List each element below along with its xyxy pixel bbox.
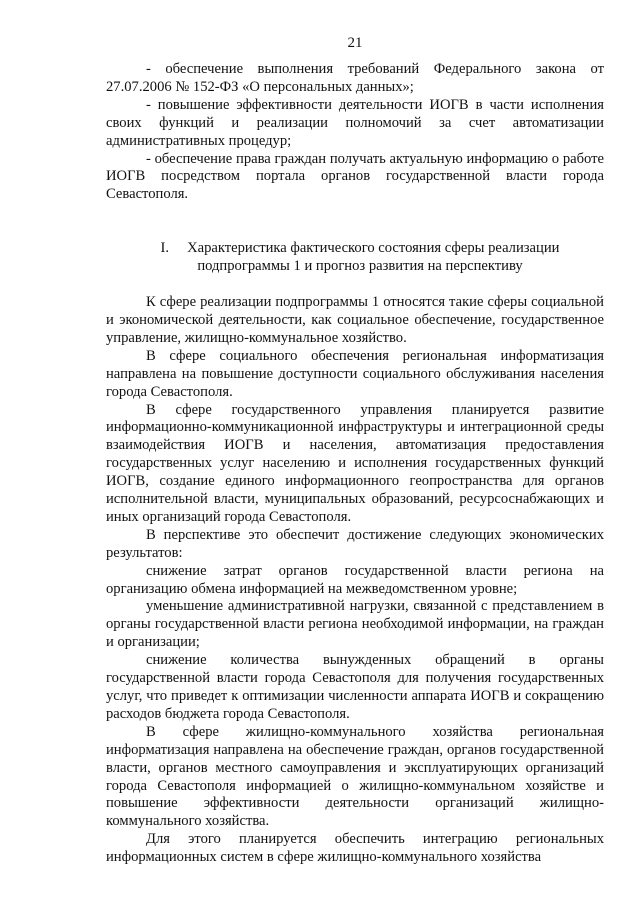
intro-paragraph-2: - повышение эффективности деятельности ИОГВ в части исполнения своих функций и реализации полномочий за счет автоматизации административных процедур;	[106, 96, 604, 149]
body-paragraph-5: В сфере жилищно-коммунального хозяйства региональная информатизация направлена на обеспечение граждан, органов государственной власти, органов местного самоуправления и эксплуатирующих организаций города Севастополя информацией о жилищно-коммунальном хозяйстве и повышение эффективности деятельности организаций жилищно-коммунального хозяйства.	[106, 723, 604, 830]
section-title-line-1: Характеристика фактического состояния сферы реализации	[187, 240, 560, 257]
result-item-1: снижение затрат органов государственной власти региона на организацию обмена информацией на межведомственном уровне;	[106, 562, 604, 597]
intro-paragraph-1: - обеспечение выполнения требований Федерального закона от 27.07.2006 № 152-ФЗ «О персональных данных»;	[106, 61, 604, 95]
section-spacer-top	[106, 204, 604, 240]
intro-paragraph-3: - обеспечение права граждан получать актуальную информацию о работе ИОГВ посредством портала органов государственной власти города Севастополя.	[106, 150, 604, 203]
result-item-2: уменьшение административной нагрузки, связанной с представлением в органы государственной власти региона необходимой информации, на граждан и организации;	[106, 598, 604, 651]
body-paragraph-1: К сфере реализации подпрограммы 1 относятся такие сферы социальной и экономической деятельности, как социальное обеспечение, государственное управление, жилищно-коммунальное хозяйство.	[106, 294, 604, 346]
section-title-line-2: подпрограммы 1 и прогноз развития на перспективу	[197, 258, 523, 275]
body-paragraph-4: В перспективе это обеспечит достижение следующих экономических результатов:	[106, 526, 604, 561]
body-paragraph-6: Для этого планируется обеспечить интеграцию региональных информационных систем в сфере жилищно-коммунального хозяйства	[106, 831, 604, 866]
page-number: 21	[347, 35, 363, 51]
body-paragraph-2: В сфере социального обеспечения региональная информатизация направлена на повышение доступности социального обслуживания населения города Севастополя.	[106, 347, 604, 400]
result-item-3: снижение количества вынужденных обращений в органы государственной власти города Севастополя для получения государственных услуг, что приведет к оптимизации численности аппарата ИОГВ и сокращению расходов бюджета города Севастополя.	[106, 652, 604, 722]
section-spacer-bottom	[106, 276, 604, 294]
section-number: I.	[160, 240, 170, 257]
body-paragraph-3: В сфере государственного управления планируется развитие информационно-коммуникационной инфраструктуры и интеграционной среды взаимодействия ИОГВ и населения, автоматизация предоставления государственных услуг населению и исполнения государственных функций ИОГВ, создание единого информационного геопространства для органов исполнительной власти, муниципальных образований, ресурсоснабжающих и иных организаций города Севастополя.	[106, 401, 604, 525]
section-heading	[106, 240, 604, 276]
